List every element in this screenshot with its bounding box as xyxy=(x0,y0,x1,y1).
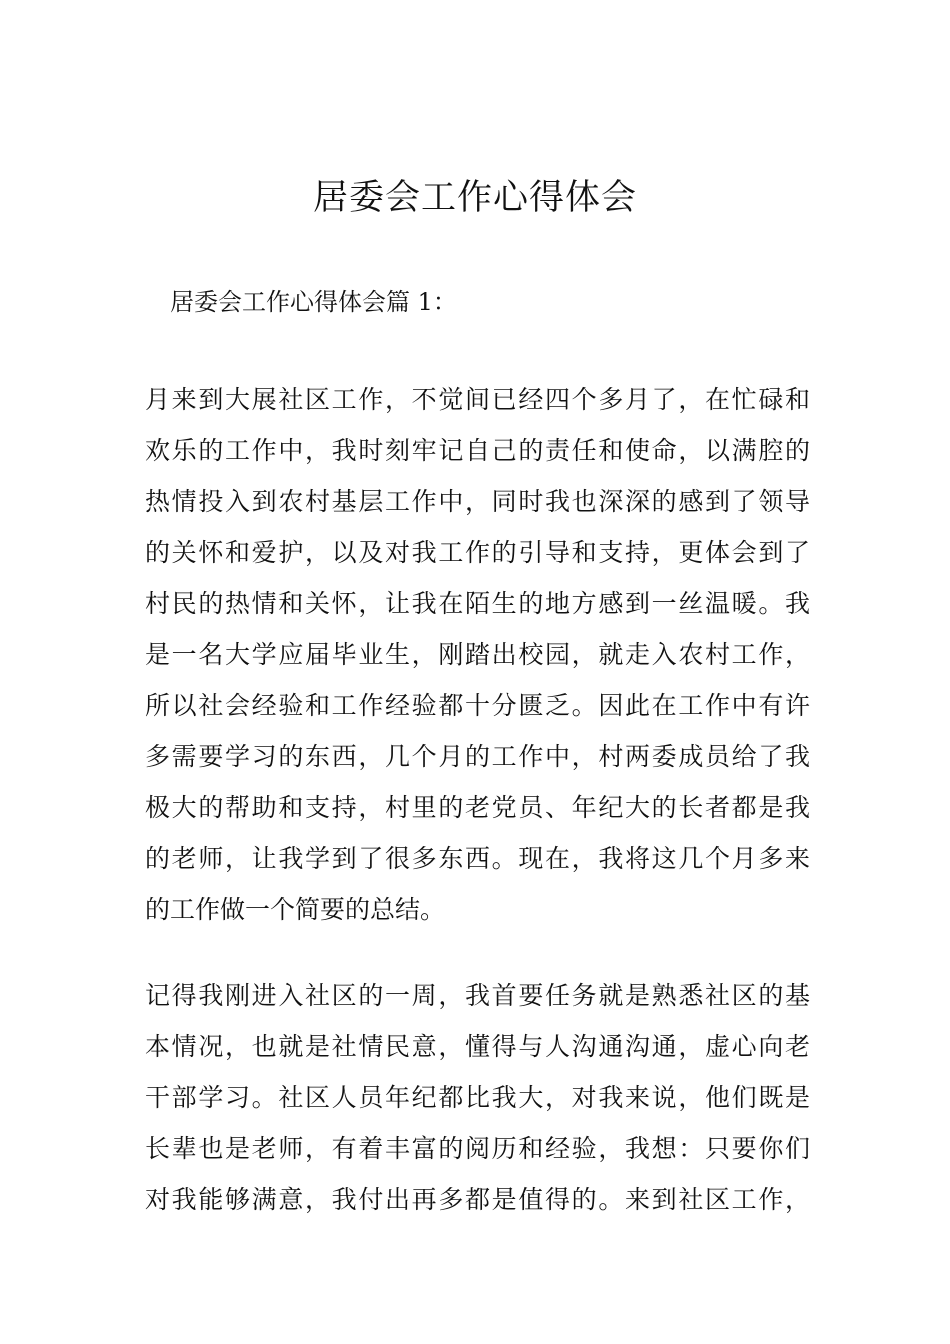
text-line: 干部学习。社区人员年纪都比我大，对我来说，他们既是 xyxy=(145,1083,810,1112)
text-line: 的关怀和爱护，以及对我工作的引导和支持，更体会到了 xyxy=(145,538,810,567)
paragraph-1 xyxy=(145,374,810,935)
text-line: 长辈也是老师，有着丰富的阅历和经验，我想：只要你们 xyxy=(145,1134,810,1163)
text-line: 记得我刚进入社区的一周，我首要任务就是熟悉社区的基 xyxy=(145,981,810,1010)
text-line: 村民的热情和关怀，让我在陌生的地方感到一丝温暖。我 xyxy=(145,589,810,618)
text-line: 所以社会经验和工作经验都十分匮乏。因此在工作中有许 xyxy=(145,691,810,720)
text-line: 热情投入到农村基层工作中，同时我也深深的感到了领导 xyxy=(145,487,810,516)
document-title: 居委会工作心得体会 xyxy=(312,178,637,218)
text-line: 对我能够满意，我付出再多都是值得的。来到社区工作， xyxy=(145,1185,810,1214)
document-subtitle: 居委会工作心得体会篇 1： xyxy=(170,288,457,316)
text-line: 多需要学习的东西，几个月的工作中，村两委成员给了我 xyxy=(145,742,810,771)
text-line: 本情况，也就是社情民意，懂得与人沟通沟通，虚心向老 xyxy=(145,1032,810,1061)
paragraph-2 xyxy=(145,970,810,1225)
text-line: 欢乐的工作中，我时刻牢记自己的责任和使命，以满腔的 xyxy=(145,436,810,465)
text-line: 的老师，让我学到了很多东西。现在，我将这几个月多来 xyxy=(145,844,810,873)
text-line: 月来到大展社区工作，不觉间已经四个多月了，在忙碌和 xyxy=(145,385,810,414)
text-line: 是一名大学应届毕业生，刚踏出校园，就走入农村工作， xyxy=(145,640,810,669)
text-line: 的工作做一个简要的总结。 xyxy=(145,895,446,924)
text-line: 极大的帮助和支持，村里的老党员、年纪大的长者都是我 xyxy=(145,793,810,822)
